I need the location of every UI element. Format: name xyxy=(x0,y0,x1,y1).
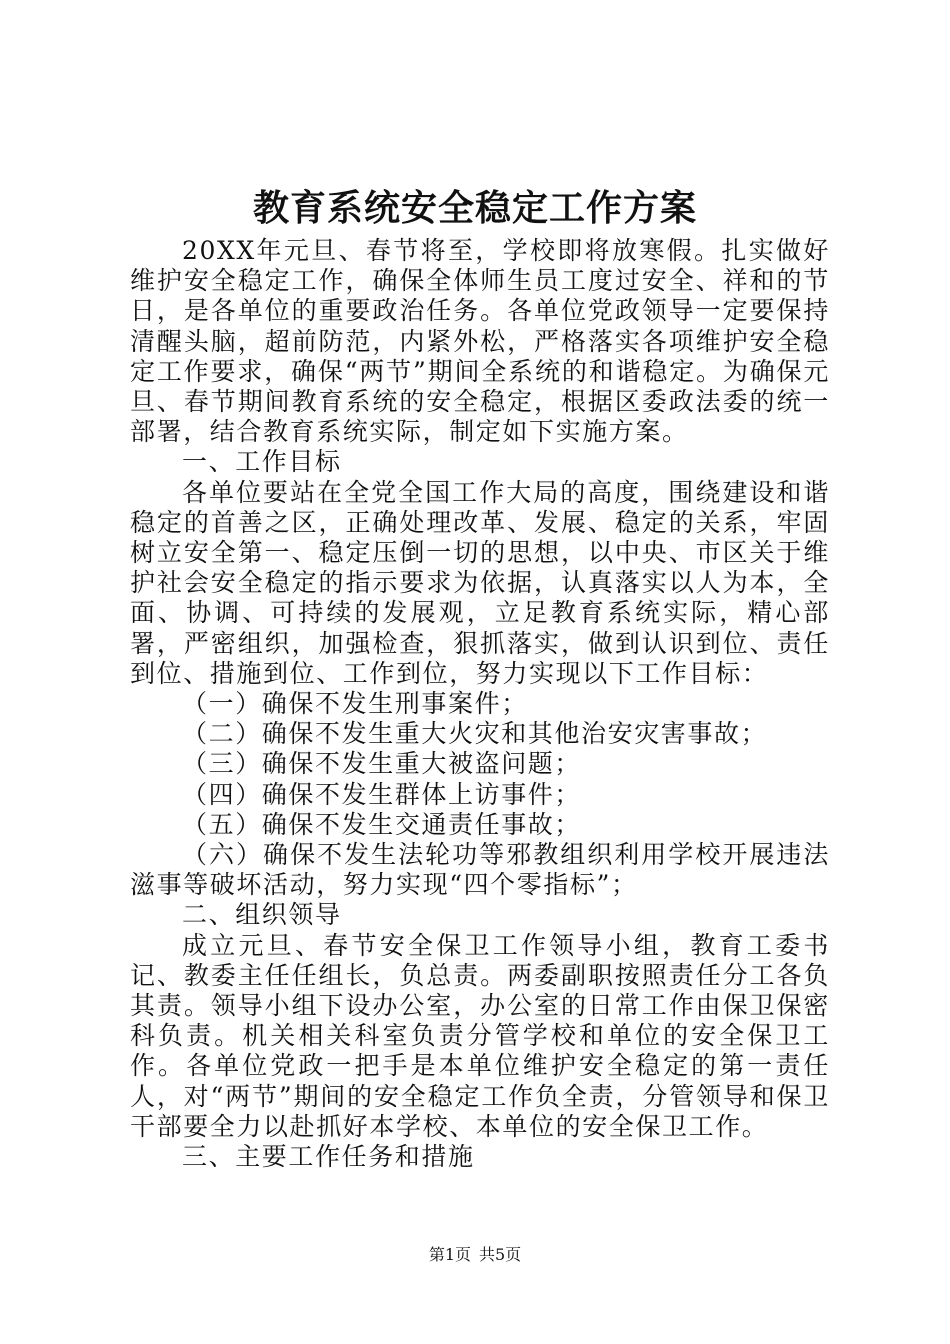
goal-item-6: （六）确保不发生法轮功等邪教组织利用学校开展违法滋事等破坏活动，努力实现“四个零指标”； xyxy=(130,840,830,900)
section-heading-tasks: 三、主要工作任务和措施 xyxy=(182,1142,475,1172)
document-title: 教育系统安全稳定工作方案 xyxy=(252,187,697,229)
goal-item-4: （四）确保不发生群体上访事件； xyxy=(182,779,582,809)
page-footer xyxy=(0,1244,950,1266)
goal-item-1: （一）确保不发生刑事案件； xyxy=(182,689,528,719)
section-heading-goals: 一、工作目标 xyxy=(182,447,342,477)
organization-paragraph: 成立元旦、春节安全保卫工作领导小组，教育工委书记、教委主任任组长，负总责。两委副职按照责任分工各负其责。领导小组下设办公室，办公室的日常工作由保卫保密科负责。机关相关科室负责分管学校和单位的安全保卫工作。各单位党政一把手是本单位维护安全稳定的第一责任人，对“两节”期间的安全稳定工作负全责，分管领导和保卫干部要全力以赴抓好本学校、本单位的安全保卫工作。 xyxy=(130,930,830,1141)
goals-paragraph: 各单位要站在全党全国工作大局的高度，围绕建设和谐稳定的首善之区，正确处理改革、发展、稳定的关系，牢固树立安全第一、稳定压倒一切的思想，以中央、市区关于维护社会安全稳定的指示要求为依据，认真落实以人为本，全面、协调、可持续的发展观，立足教育系统实际，精心部署，严密组织，加强检查，狠抓落实，做到认识到位、责任到位、措施到位、工作到位，努力实现以下工作目标： xyxy=(130,477,830,688)
page-number: 第1页 xyxy=(428,1245,471,1264)
section-heading-organization: 二、组织领导 xyxy=(182,900,342,930)
goal-item-2: （二）确保不发生重大火灾和其他治安灾害事故； xyxy=(182,719,768,749)
intro-paragraph: 20XX年元旦、春节将至，学校即将放寒假。扎实做好维护安全稳定工作，确保全体师生员工度过安全、祥和的节日，是各单位的重要政治任务。各单位党政领导一定要保持清醒头脑，超前防范，内紧外松，严格落实各项维护安全稳定工作要求，确保“两节”期间全系统的和谐稳定。为确保元旦、春节期间教育系统的安全稳定，根据区委政法委的统一部署，结合教育系统实际，制定如下实施方案。 xyxy=(130,236,830,447)
document-body xyxy=(130,236,830,1172)
goal-item-5: （五）确保不发生交通责任事故； xyxy=(182,809,582,839)
goal-item-3: （三）确保不发生重大被盗问题； xyxy=(182,749,582,779)
page-total: 共5页 xyxy=(479,1245,522,1264)
